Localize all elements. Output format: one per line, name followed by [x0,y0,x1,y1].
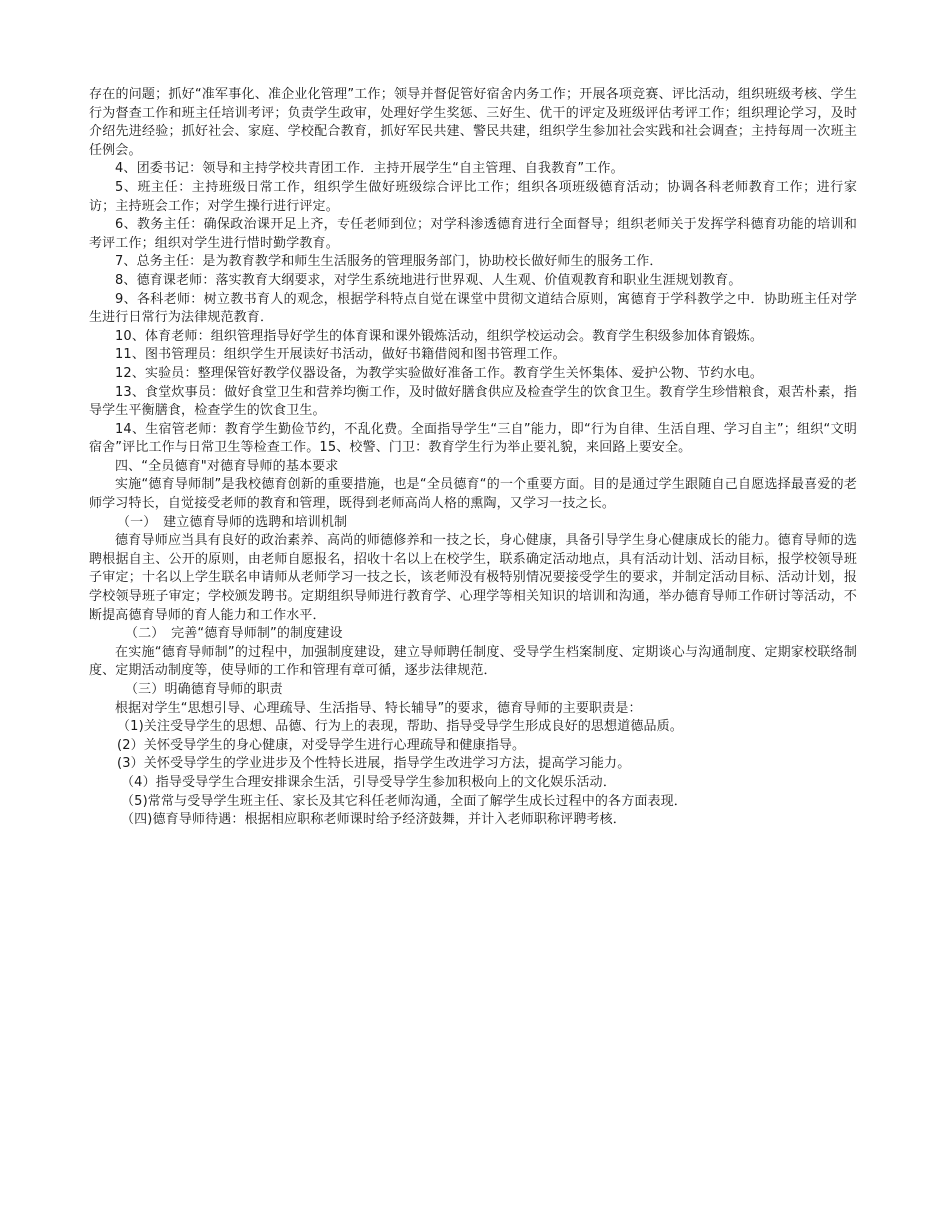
paragraph-dorm-teacher: 14、生宿管老师：教育学生勤俭节约，不乱化费。全面指导学生“三自”能力，即“行为自律、生活自理、学习自主”；组织“文明宿舍”评比工作与日常卫生等检查工作。15、校警、门卫：教育学生行为举止要礼貌，来回路上要安全。 [89,421,857,456]
list-item-duty-5: （5)常常与受导学生班主任、家长及其它科任老师沟通，全面了解学生成长过程中的各方面表现． [121,793,687,809]
subsection-heading-one: （一） 建立德育导师的选聘和培训机制 [117,514,348,530]
paragraph-moral-teacher: 8、德育课老师：落实教育大纲要求，对学生系统地进行世界观、人生观、价值观教育和职业生涯规划教育。 [115,272,742,288]
paragraph-mentor-intro: 实施“德育导师制”是我校德育创新的重要措施，也是“全员德育“的一个重要方面。目的是通过学生跟随自己自愿选择最喜爱的老师学习特长，自觉接受老师的教育和管理，既得到老师高尚人格的熏陶，又学习一技之长。 [89,477,857,512]
section-heading-four: 四、“全员德育"对德育导师的基本要求 [115,458,339,474]
paragraph-mentor-benefits: （四)德育导师待遇：根据相应职称老师课时给予经济鼓舞，并计入老师职称评聘考核． [121,812,626,828]
paragraph-academic-director: 6、教务主任：确保政治课开足上齐，专任老师到位；对学科渗透德育进行全面督导；组织老师关于发挥学科德育功能的培训和考评工作；组织对学生进行惜时勤学教育。 [89,217,857,251]
subsection-heading-three: （三）明确德育导师的职责 [125,682,283,697]
list-item-duty-4: （4）指导受导学生合理安排课余生活，引导受导学生参加积极向上的文化娱乐活动． [121,774,616,790]
list-item-duty-2: (2）关怀受导学生的身心健康，对受导学生进行心理疏导和健康指导。 [117,737,526,753]
paragraph-duties-intro: 根据对学生“思想引导、心理疏导、生活指导、特长辅导”的要求，德育导师的主要职责是： [115,700,642,716]
list-item-duty-1: （1)关注受导学生的思想、品德、行为上的表现，帮助、指导受导学生形成良好的思想道德品质。 [117,719,683,735]
paragraph-canteen-staff: 13、食堂炊事员：做好食堂卫生和营养均衡工作，及时做好膳食供应及检查学生的饮食卫生。教育学生珍惜粮食，艰苦朴素，指导学生平衡膳食，检查学生的饮食卫生。 [89,384,857,419]
paragraph-league-secretary: 4、团委书记：领导和主持学校共青团工作．主持开展学生“自主管理、自我教育”工作。 [115,161,624,177]
paragraph-mentor-selection: 德育导师应当具有良好的政治素养、高尚的师德修养和一技之长，身心健康，具备引导学生身心健康成长的能力。德育导师的选聘根据自主、公开的原则，由老师自愿报名，招收十名以上在校学生，联系确定活动地点，具有活动计划、活动目标，报学校领导班子审定；十名以上学生联名申请师从老师学习一技之长，该老师没有极特别情况要接受学生的要求，并制定活动目标、活动计划，报学校领导班子审定；学校颁发聘书。定期组织导师进行教育学、心理学等相关知识的培训和沟通，举办德育导师工作研讨等活动，不断提高德育导师的育人能力和工作水平． [89,533,857,623]
paragraph-subject-teachers: 9、各科老师：树立教书育人的观念，根据学科特点自觉在课堂中贯彻文道结合原则，寓德育于学科教学之中．协助班主任对学生进行日常行为法律规范教育． [89,291,857,326]
paragraph-lab-staff: 12、实验员：整理保管好教学仪器设备，为教学实验做好准备工作。教育学生关怀集体、爱护公物、节约水电。 [115,365,764,381]
list-item-duty-3: (3）关怀受导学生的学业进步及个性特长进展，指导学生改进学习方法，提高学习能力。 [117,756,631,772]
paragraph-pe-teacher: 10、体育老师：组织管理指导好学生的体育课和课外锻炼活动，组织学校运动会。教育学生积级参加体育锻炼。 [115,328,764,344]
paragraph-duties-continued: 存在的问题；抓好“准军事化、准企业化管理”工作；领导并督促管好宿舍内务工作；开展各项竞赛、评比活动，组织班级考核、学生行为督查工作和班主任培训考评；负责学生政审，处理好学生奖惩、三好生、优干的评定及班级评估考评工作；组织理论学习，及时介绍先进经验；抓好社会、家庭、学校配合教育，抓好军民共建、警民共建，组织学生参加社会实践和社会调查；主持每周一次班主任例会。 [89,87,857,158]
paragraph-system-building: 在实施“德育导师制”的过程中，加强制度建设，建立导师聘任制度、受导学生档案制度、定期谈心与沟通制度、定期家校联络制度、定期活动制度等，使导师的工作和管理有章可循，逐步法律规范． [89,644,857,679]
paragraph-librarian: 11、图书管理员：组织学生开展读好书活动，做好书籍借阅和图书管理工作。 [115,347,566,363]
paragraph-general-affairs: 7、总务主任：是为教育教学和师生生活服务的管理服务部门，协助校长做好师生的服务工作． [115,254,663,270]
subsection-heading-two: （二） 完善“德育导师制”的制度建设 [125,626,343,642]
paragraph-class-teacher: 5、班主任：主持班级日常工作，组织学生做好班级综合评比工作；组织各项班级德育活动；协调各科老师教育工作；进行家访；主持班会工作；对学生操行进行评定。 [89,179,857,214]
